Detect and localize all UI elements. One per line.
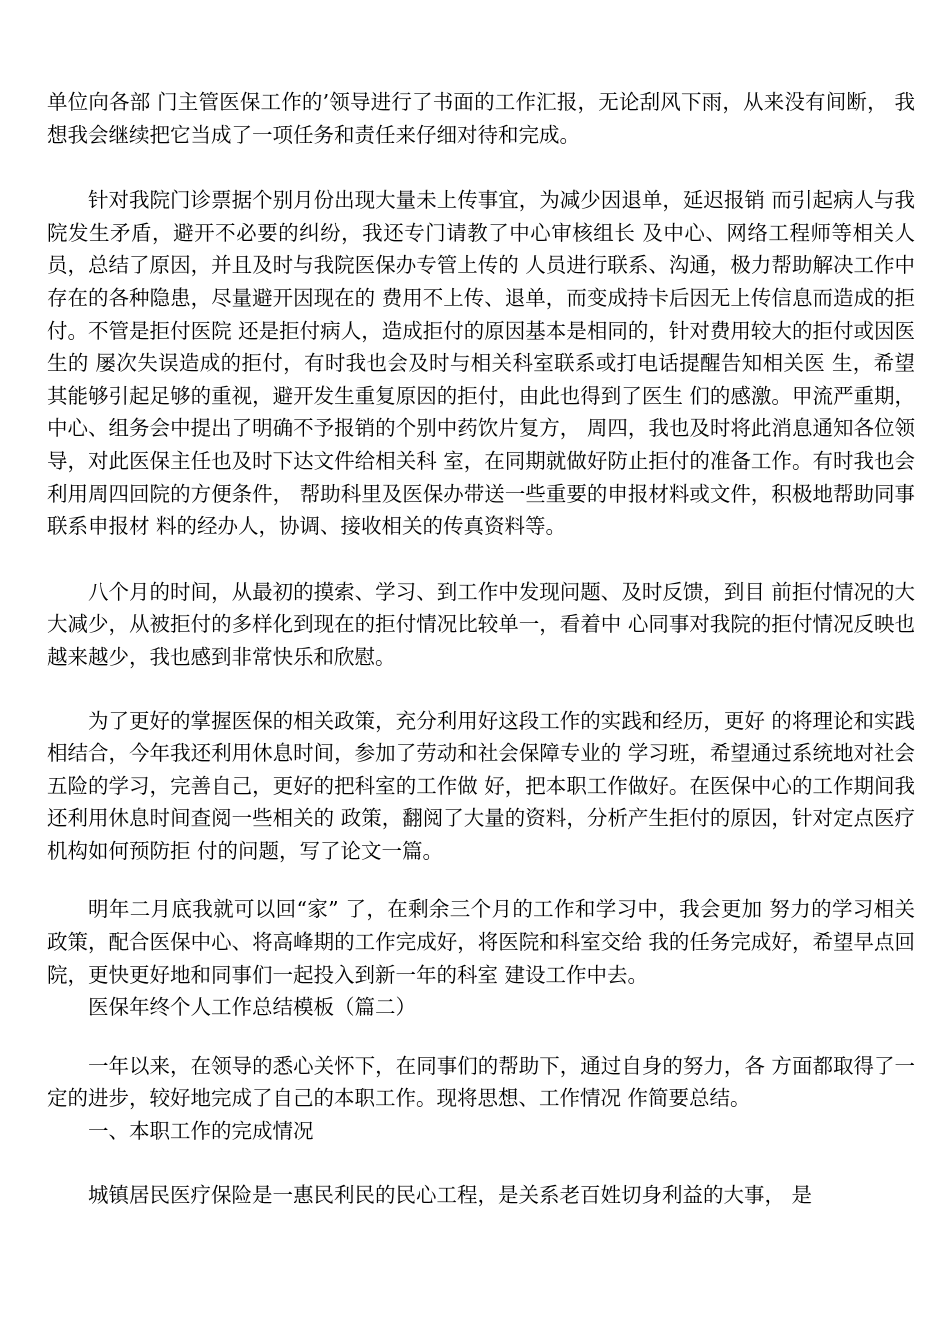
document-page: [47, 86, 915, 1211]
section-title: 医保年终个人工作总结模板（篇二）: [88, 995, 416, 1020]
paragraph-rejection-handling: 针对我院门诊票据个别月份出现大量未上传事宜，为减少因退单，延迟报销 而引起病人与我院发生矛盾，避开不必要的纠纷，我还专门请教了中心审核组长 及中心、网络工程师等相关人员，总结了原因，并且及时与我院医保办专管上传的 人员进行联系、沟通，极力帮助解决工作中存在的各种隐患，尽量避开因现在的 费用不上传、退单，而变成持卡后因无上传信息而造成的拒付。不管是拒付医院 还是拒付病人，造成拒付的原因基本是相同的，针对费用较大的拒付或因医生的 屡次失误造成的拒付，有时我也会及时与相关科室联系或打电话提醒告知相关医 生，希望其能够引起足够的重视，避开发生重复原因的拒付，由此也得到了医生 们的感激。甲流严重期，中心、组务会中提出了明确不予报销的个别中药饮片复方， 周四，我也及时将此消息通知各位领导，对此医保主任也及时下达文件给相关科 室，在同期就做好防止拒付的准备工作。有时我也会利用周四回院的方便条件， 帮助科里及医保办带送一些重要的申报材料或文件，积极地帮助同事联系申报材 料的经办人，协调、接收相关的传真资料等。: [47, 188, 915, 539]
subheading-duty-completion: 一、本职工作的完成情况: [88, 1119, 314, 1144]
paragraph-return-plan: 明年二月底我就可以回“家” 了，在剩余三个月的工作和学习中，我会更加 努力的学习相关政策，配合医保中心、将高峰期的工作完成好，将医院和科室交给 我的任务完成好，希望早点回院，更快更好地和同事们一起投入到新一年的科室 建设工作中去。: [47, 897, 915, 987]
paragraph-report-continuation: 单位向各部 门主管医保工作的’领导进行了书面的工作汇报，无论刮风下雨，从来没有间断， 我想我会继续把它当成了一项任务和责任来仔细对待和完成。: [47, 90, 915, 147]
paragraph-eight-months: 八个月的时间，从最初的摸索、学习、到工作中发现问题、及时反馈，到目 前拒付情况的大大减少，从被拒付的多样化到现在的拒付情况比较单一，看着中 心同事对我院的拒付情况反映也越来越少，我也感到非常快乐和欣慰。: [47, 579, 915, 669]
paragraph-urban-insurance: 城镇居民医疗保险是一惠民利民的民心工程，是关系老百姓切身利益的大事， 是: [88, 1182, 813, 1207]
paragraph-policy-study: 为了更好的掌握医保的相关政策，充分利用好这段工作的实践和经历，更好 的将理论和实践相结合，今年我还利用休息时间，参加了劳动和社会保障专业的 学习班，希望通过系统地对社会五险的学习，完善自己，更好的把科室的工作做 好，把本职工作做好。在医保中心的工作期间我还利用休息时间查阅一些相关的 政策，翻阅了大量的资料，分析产生拒付的原因，针对定点医疗机构如何预防拒 付的问题，写了论文一篇。: [47, 708, 915, 863]
paragraph-intro-summary: 一年以来，在领导的悉心关怀下，在同事们的帮助下，通过自身的努力，各 方面都取得了一定的进步，较好地完成了自己的本职工作。现将思想、工作情况 作简要总结。: [47, 1053, 915, 1111]
